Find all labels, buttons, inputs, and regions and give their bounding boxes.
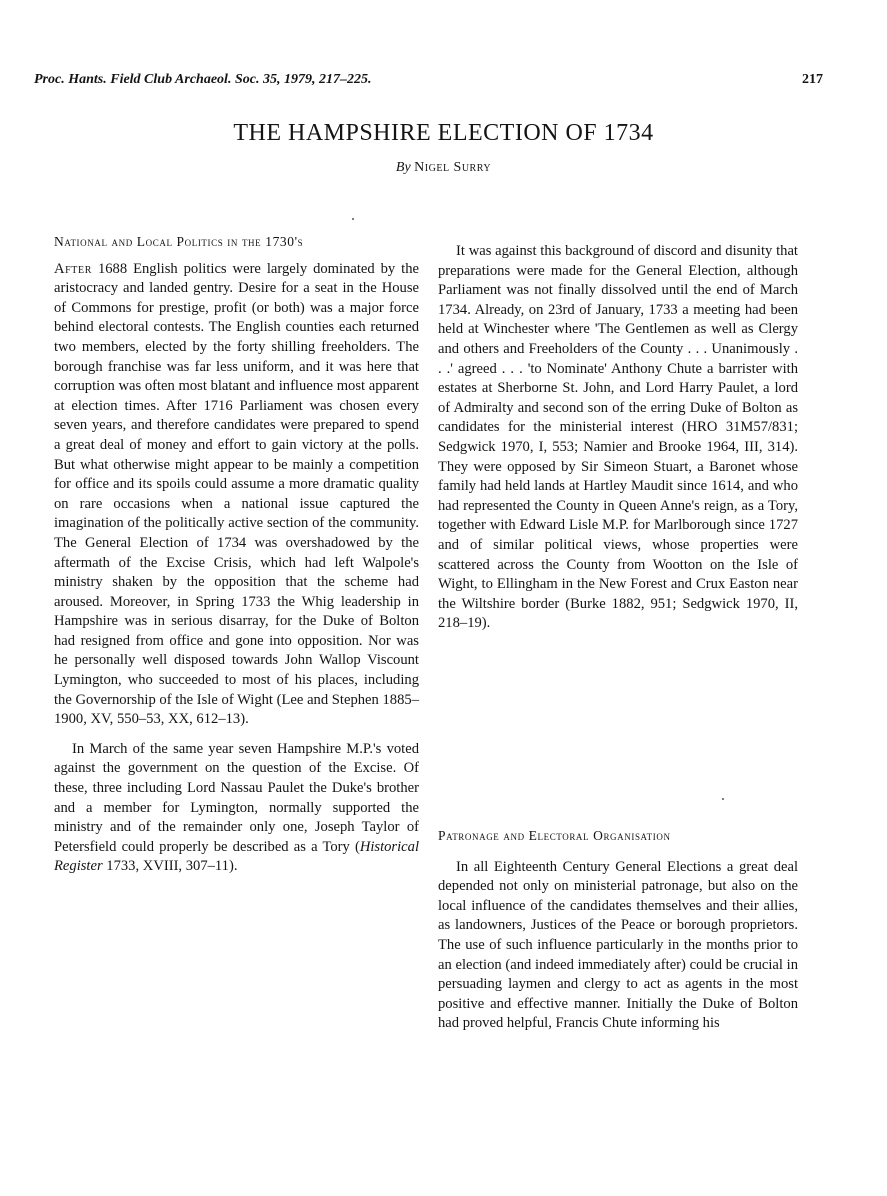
right-column-section-2	[438, 826, 798, 1034]
page-number: 217	[802, 72, 823, 87]
speck-mark	[722, 798, 724, 800]
paragraph	[54, 740, 419, 877]
left-column	[54, 232, 419, 877]
section-heading-national: National and Local Politics in the 1730's	[54, 234, 304, 249]
lead-word: After	[54, 260, 92, 277]
italic-citation: Historical Register	[54, 838, 419, 875]
byline	[0, 160, 887, 176]
right-column	[438, 242, 798, 634]
speck-mark	[352, 218, 354, 220]
byline-by: By	[395, 160, 411, 175]
paragraph: It was against this background of discord and disunity that preparations were made for the General Election, although Parliament was not finally dissolved until the end of March 1734. Already, on 23rd of January, 1733 a meeting had been held at Winchester where 'The Gentlemen as well as Clergy and others and Freeholders of the County . . . Unanimously . . .' agreed . . . 'to Nominate' Anthony Chute a barrister with estates at Sherborne St. John, and Lord Harry Paulet, a lord of Admiralty and second son of the erring Duke of Bolton as candidates for the ministerial interest (HRO 31M57/831; Sedgwick 1970, I, 553; Namier and Brooke 1964, III, 314). They were opposed by Sir Simeon Stuart, a Baronet whose family had held lands at Hartley Maudit since 1614, and who had represented the County in Queen Anne's reign, as a Tory, together with Edward Lisle M.P. for Marlborough since 1727 and of similar political views, whose properties were scattered across the County from Wootton on the Isle of Wight, to Ellingham in the New Forest and Crux Easton near the Wiltshire border (Burke 1882, 951; Sedgwick 1970, II, 218–19).	[438, 243, 798, 632]
author-name: Nigel Surry	[414, 160, 492, 175]
paragraph: In all Eighteenth Century General Elections a great deal depended not only on ministerial patronage, but also on the local influence of the candidates themselves and their allies, as landowners, Justices of the Peace or borough proprietors. The use of such influence particularly in the months prior to an election (and indeed immediately after) could be crucial in persuading laymen and clergy to act as agents in the most positive and effective manner. Initially the Duke of Bolton had proved helpful, Francis Chute informing his	[438, 858, 798, 1032]
running-head	[34, 72, 823, 88]
section-heading-patronage: Patronage and Electoral Organisation	[438, 828, 671, 843]
article-title: THE HAMPSHIRE ELECTION OF 1734	[233, 120, 654, 146]
paragraph	[54, 260, 419, 730]
paragraph-text: In March of the same year seven Hampshire M.P.'s voted against the government on the question of the Excise. Of these, three including Lord Nassau Paulet the Duke's brother and a member for Lymington, normally supported the ministry and of the remainder only one, Joseph Taylor of Petersfield could properly be described as a Tory (	[54, 740, 419, 855]
journal-citation: Proc. Hants. Field Club Archaeol. Soc. 35, 1979, 217–225.	[34, 72, 372, 87]
paragraph-text: 1733, XVIII, 307–11).	[102, 858, 238, 875]
paragraph-text: 1688 English politics were largely dominated by the aristocracy and landed gentry. Desire for a seat in the House of Commons for prestige, profit (or both) was a major force behind electoral contests. The English counties each returned two members, elected by the forty shilling freeholders. The borough franchise was far less uniform, and it was here that corruption was often most blatant and influence most apparent at election times. After 1716 Parliament was chosen every seven years, and therefore candidates were prepared to spend a great deal of money and effort to gain victory at the polls. But what otherwise might appear to be mainly a competition for office and its spoils could assume a more dramatic quality on rare occasions when a national issue captured the imagination of the politically active section of the community. The General Election of 1734 was overshadowed by the aftermath of the Excise Crisis, which had left Walpole's ministry shaken by the opposition that the scheme had aroused. Moreover, in Spring 1733 the Whig leadership in Hampshire was in serious disarray, for the Duke of Bolton had resigned from office and gone into opposition. Nor was he personally well disposed towards John Wallop Viscount Lymington, who succeeded to most of his places, including the Governorship of the Isle of Wight (Lee and Stephen 1885–1900, XV, 550–53, XX, 612–13).	[54, 260, 419, 728]
